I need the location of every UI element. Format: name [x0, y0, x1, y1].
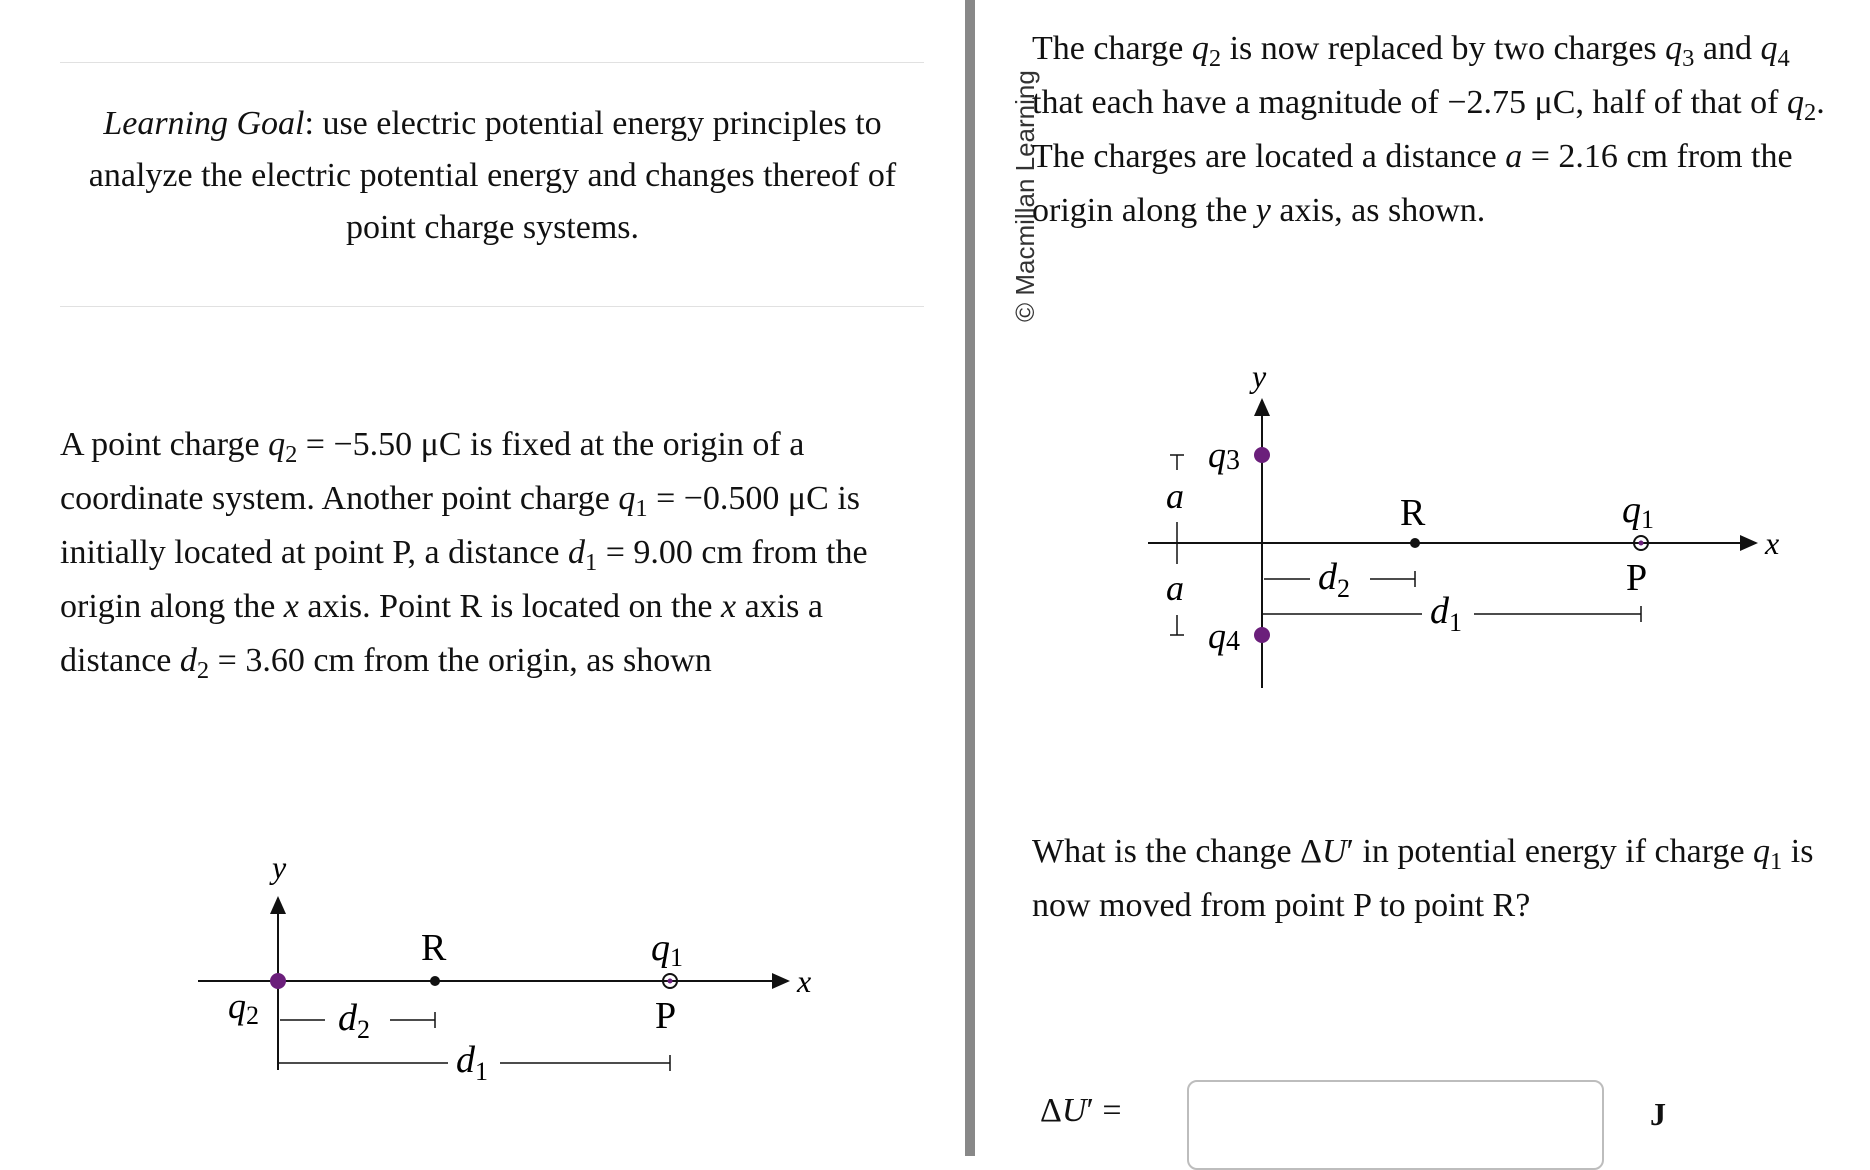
x-axis-label-right: x [1765, 525, 1780, 561]
q4-label: q4 [1208, 616, 1240, 657]
q1-label-right: q1 [1622, 489, 1654, 534]
d1-label: $d_1$ [456, 1039, 488, 1086]
q2-label: q2 [228, 986, 259, 1030]
q1-label: q1 [651, 927, 683, 972]
d2-label-right: $d_2$ [1318, 556, 1350, 603]
y-axis-label-right: y [1252, 358, 1267, 394]
P-label-right: P [1626, 557, 1648, 599]
problem-statement: A point charge $q_2 = -5.50$ μC is fixed at the origin of a coordinate system. Another point charge $q_1 = -0.500$ μC is initially located at point P, a distance $d_1 = 9.00$ cm from the origin along the x axis. Point R is located on the x axis a distance $d_2 = 3.60$ cm from the origin, as shown [60, 426, 868, 684]
d1-label-right: $d_1$ [1430, 590, 1462, 637]
question-text: What is the change ΔU′ in potential energy if charge $q_1$ is now moved from point P to point R? [1032, 833, 1814, 924]
d2-label: $d_2$ [338, 997, 370, 1044]
x-axis-label: x [797, 963, 812, 999]
q3-label: q3 [1208, 435, 1240, 476]
charge-q4 [1254, 627, 1270, 643]
point-R-right [1410, 538, 1420, 548]
learning-goal-text: : use electric potential energy principles to analyze the electric potential energy and changes thereof of point charge systems. [88, 105, 897, 246]
answer-label: ΔU′ = [1040, 1092, 1122, 1129]
R-label: R [421, 927, 447, 969]
P-label: P [655, 995, 677, 1037]
a-bottom-label: a [1166, 568, 1184, 608]
answer-unit: J [1650, 1096, 1666, 1132]
a-top-label: a [1166, 476, 1184, 516]
R-label-right: R [1400, 492, 1426, 534]
learning-goal-label: Learning Goal [103, 105, 305, 142]
answer-input[interactable] [1187, 1080, 1604, 1170]
y-axis-label: y [272, 849, 287, 885]
macmillan-credit: © Macmillan Learning [1010, 70, 1040, 322]
replacement-text: The charge $q_2$ is now replaced by two charges $q_3$ and $q_4$ that each have a magnitude of −2.75 μC, half of that of $q_2$. The charges are located a distance a = 2.16 cm from the origin along the y axis, as shown. [1032, 30, 1825, 229]
charge-q3 [1254, 447, 1270, 463]
